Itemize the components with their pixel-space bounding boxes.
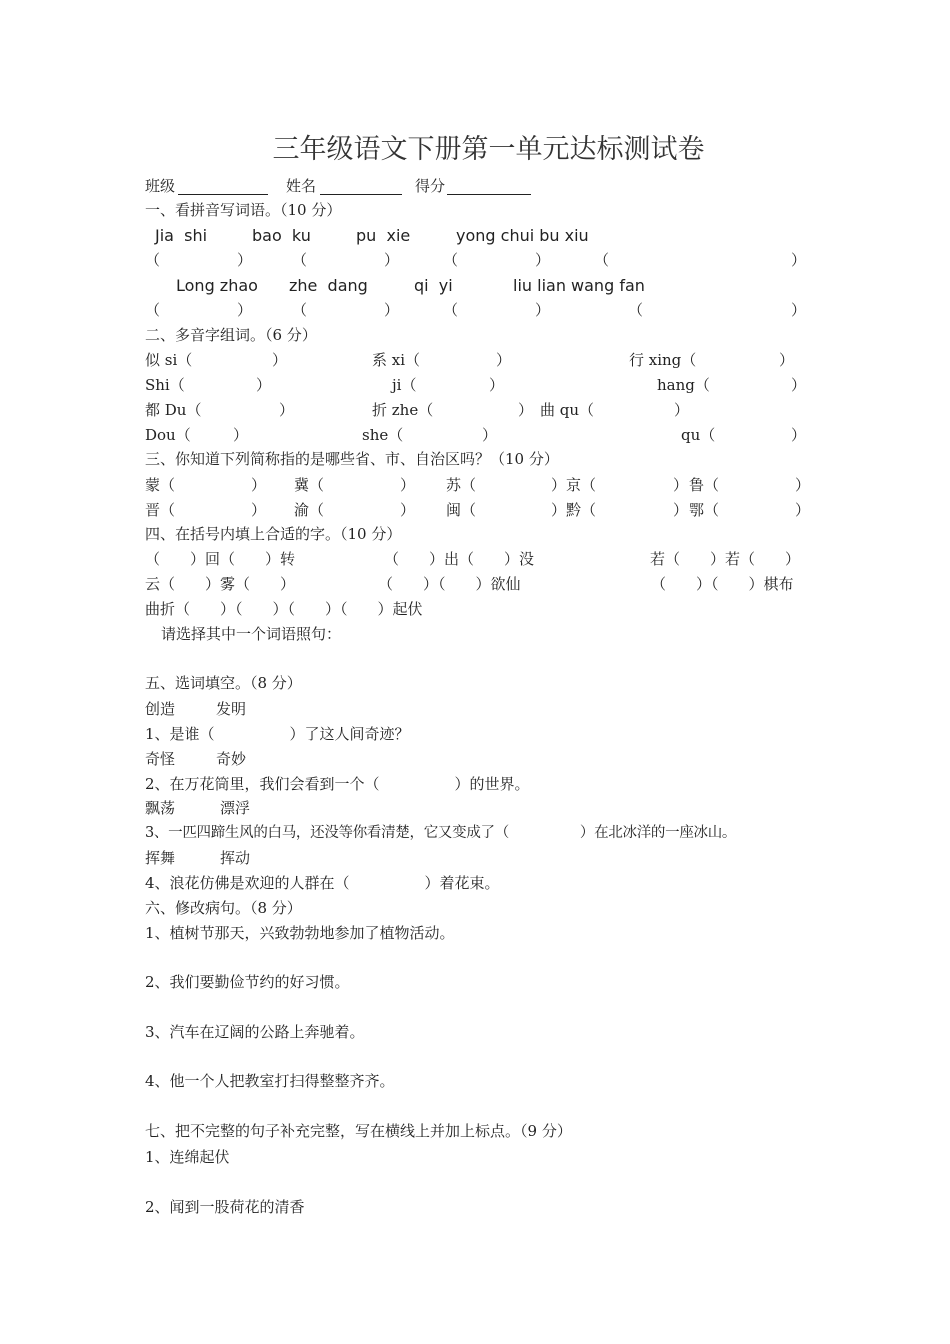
name-blank[interactable] (320, 178, 402, 195)
pinyin: qi yi (414, 276, 453, 295)
idiom-row: 云（ ）雾（ ） （ ）（ ）欲仙 （ ）（ ）棋布 (145, 575, 794, 593)
bracket-open: （ (443, 251, 459, 269)
name-label: 姓名 (286, 177, 317, 195)
answer-brackets-row-2 (0, 298, 950, 323)
polyphone-row: Shi（ ） ji（ ） hang（ ） (145, 376, 807, 394)
idiom-row: 曲折（ ）（ ）（ ）（ ）起伏 (145, 600, 423, 618)
province-row: 晋（ ） 渝（ ） 闽（ ）黔（ ） 鄂（ ） (145, 501, 811, 519)
section-3-heading: 三、你知道下列简称指的是哪些省、市、自治区吗？（10 分） (145, 450, 559, 468)
fill-sentence: 1、是谁（ ）了这人间奇迹？ (145, 725, 410, 743)
word-choices: 挥舞 挥动 (145, 849, 251, 867)
student-info-line (0, 174, 950, 199)
sentence-item: 2、闻到一股荷花的清香 (145, 1198, 305, 1216)
sentence-item: 3、汽车在辽阔的公路上奔驰着。 (145, 1023, 365, 1041)
bracket-close: ） (791, 301, 807, 319)
bracket-close: ） (384, 301, 400, 319)
polyphone-row: 都 Du（ ） 折 zhe（ ） 曲 qu（ ） (145, 401, 690, 419)
pinyin: Long zhao (176, 276, 258, 295)
province-row: 蒙（ ） 冀（ ） 苏（ ）京（ ） 鲁（ ） (145, 476, 811, 494)
bracket-open: （ (145, 301, 161, 319)
answer-brackets-row-1 (0, 248, 950, 273)
bracket-open: （ (443, 301, 459, 319)
fill-sentence: 3、一匹四蹄生风的白马，还没等你看清楚，它又变成了（ ）在北冰洋的一座冰山。 (145, 825, 737, 841)
class-blank[interactable] (178, 178, 268, 195)
pinyin: liu lian wang fan (513, 276, 645, 295)
section-6-heading: 六、修改病句。（8 分） (145, 899, 302, 917)
exam-title: 三年级语文下册第一单元达标测试卷 (272, 134, 705, 165)
class-label: 班级 (145, 177, 176, 195)
sentence-item: 1、连绵起伏 (145, 1148, 230, 1166)
bracket-close: ） (535, 251, 551, 269)
bracket-open: （ (145, 251, 161, 269)
bracket-close: ） (237, 301, 253, 319)
sentence-item: 1、植树节那天，兴致勃勃地参加了植物活动。 (145, 924, 455, 942)
fill-sentence: 2、在万花筒里，我们会看到一个（ ）的世界。 (145, 775, 530, 793)
pinyin-row-1 (0, 223, 950, 248)
fill-sentence: 4、浪花仿佛是欢迎的人群在（ ）着花束。 (145, 874, 500, 892)
instruction-line: 请选择其中一个词语照句： (161, 625, 342, 643)
bracket-open: （ (292, 251, 308, 269)
bracket-open: （ (292, 301, 308, 319)
section-2-heading: 二、多音字组词。（6 分） (145, 326, 317, 344)
pinyin-row-2 (0, 273, 950, 298)
score-label: 得分 (415, 177, 446, 195)
bracket-open: （ (594, 251, 610, 269)
section-5-heading: 五、选词填空。（8 分） (145, 674, 302, 692)
bracket-close: ） (791, 251, 807, 269)
idiom-row: （ ）回（ ）转 （ ）出（ ）没 若（ ）若（ ） (145, 550, 801, 568)
pinyin: yong chui bu xiu (456, 226, 589, 245)
pinyin: Jia shi (155, 226, 208, 245)
bracket-close: ） (384, 251, 400, 269)
word-choices: 奇怪 奇妙 (145, 750, 247, 768)
word-choices: 飘荡 漂浮 (145, 799, 251, 817)
pinyin: bao ku (252, 226, 311, 245)
sentence-item: 2、我们要勤俭节约的好习惯。 (145, 973, 350, 991)
word-choices: 创造 发明 (145, 700, 247, 718)
score-blank[interactable] (447, 178, 531, 195)
polyphone-row: 似 si（ ） 系 xi（ ） 行 xing（ ） (145, 351, 795, 369)
polyphone-row: Dou（ ） she（ ） qu（ ） (145, 426, 807, 444)
bracket-open: （ (628, 301, 644, 319)
section-7-heading: 七、把不完整的句子补充完整，写在横线上并加上标点。（9 分） (145, 1122, 572, 1140)
section-1-heading: 一、看拼音写词语。（10 分） (145, 201, 342, 219)
pinyin: zhe dang (289, 276, 368, 295)
pinyin: pu xie (356, 226, 411, 245)
sentence-item: 4、他一个人把教室打扫得整整齐齐。 (145, 1072, 395, 1090)
section-4-heading: 四、在括号内填上合适的字。（10 分） (145, 525, 402, 543)
bracket-close: ） (237, 251, 253, 269)
bracket-close: ） (535, 301, 551, 319)
